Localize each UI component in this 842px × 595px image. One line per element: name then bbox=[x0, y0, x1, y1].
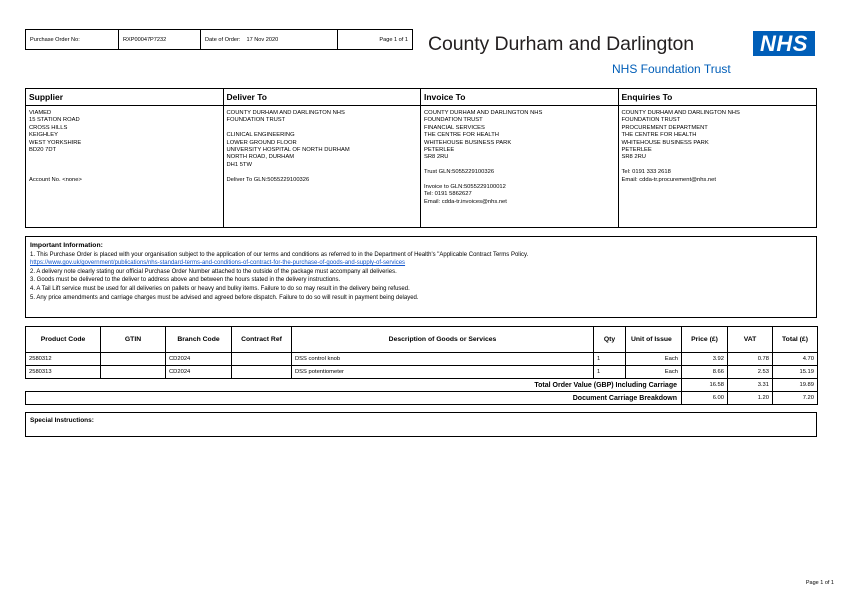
info-line: 5. Any price amendments and carriage charges must be advised and agreed before dispatch. Failure to do so will result in payment being delayed. bbox=[30, 294, 419, 301]
carriage-price: 6.00 bbox=[682, 392, 728, 405]
cell-description: DSS control knob bbox=[292, 353, 594, 366]
order-header-table bbox=[25, 29, 413, 50]
special-instructions-title: Special Instructions: bbox=[30, 417, 94, 424]
col-unit-of-issue: Unit of Issue bbox=[626, 327, 682, 353]
trust-gln: Trust GLN:5055229100326 bbox=[424, 169, 495, 176]
address-line: UNIVERSITY HOSPITAL OF NORTH DURHAM bbox=[226, 147, 350, 154]
address-line: PROCUREMENT DEPARTMENT bbox=[621, 124, 708, 131]
address-line: FOUNDATION TRUST bbox=[226, 117, 286, 124]
supplier-account-number: Account No. <none> bbox=[29, 176, 82, 183]
cell-contract-ref bbox=[232, 366, 292, 379]
address-line: 15 STATION ROAD bbox=[29, 117, 80, 124]
col-total: Total (£) bbox=[773, 327, 818, 353]
address-line: KEIGHLEY bbox=[29, 132, 58, 139]
supplier-title: Supplier bbox=[26, 89, 223, 106]
address-line: FOUNDATION TRUST bbox=[424, 117, 483, 124]
invoice-tel: Tel: 0191 5862627 bbox=[424, 191, 472, 198]
invoice-to-column bbox=[421, 89, 619, 227]
supplier-column bbox=[26, 89, 224, 227]
address-line: PETERLEE bbox=[621, 147, 652, 154]
trust-subtitle: NHS Foundation Trust bbox=[612, 62, 731, 76]
address-line: VIAMED bbox=[29, 110, 52, 116]
table-row bbox=[26, 353, 818, 366]
invoice-to-address bbox=[421, 106, 618, 210]
col-branch-code: Branch Code bbox=[166, 327, 232, 353]
important-information bbox=[25, 236, 817, 318]
address-line: COUNTY DURHAM AND DARLINGTON NHS bbox=[424, 110, 543, 116]
address-line: WHITEHOUSE BUSINESS PARK bbox=[424, 139, 512, 146]
invoice-email: Email: cdda-tr.invoices@nhs.net bbox=[424, 198, 507, 205]
address-line: SR8 2RU bbox=[621, 154, 646, 161]
deliver-to-address bbox=[224, 106, 421, 188]
address-line: WEST YORKSHIRE bbox=[29, 139, 82, 146]
cell-branch-code: CD2024 bbox=[166, 353, 232, 366]
cell-price: 3.92 bbox=[682, 353, 728, 366]
total-order-total: 19.89 bbox=[773, 379, 818, 392]
po-label-cell bbox=[26, 30, 119, 49]
carriage-total: 7.20 bbox=[773, 392, 818, 405]
col-contract-ref: Contract Ref bbox=[232, 327, 292, 353]
cell-unit: Each bbox=[626, 353, 682, 366]
order-date-cell bbox=[201, 30, 338, 49]
enquiries-email: Email: cdda-tr.procurement@nhs.net bbox=[621, 176, 716, 183]
cell-gtin bbox=[101, 366, 166, 379]
carriage-label: Document Carriage Breakdown bbox=[26, 392, 682, 405]
col-gtin: GTIN bbox=[101, 327, 166, 353]
nhs-trust-logo bbox=[428, 30, 818, 78]
terms-link[interactable]: https://www.gov.uk/government/publications/nhs-standard-terms-and-conditions-of-contract-for-the-purchase-of-goods-and-supply-of-services bbox=[30, 260, 406, 267]
address-line: CROSS HILLS bbox=[29, 124, 68, 131]
carriage-vat: 1.20 bbox=[728, 392, 773, 405]
col-price: Price (£) bbox=[682, 327, 728, 353]
invoice-gln: Invoice to GLN:5055229100012 bbox=[424, 184, 506, 191]
enquiries-to-title: Enquiries To bbox=[619, 89, 817, 106]
total-order-vat: 3.31 bbox=[728, 379, 773, 392]
cell-product-code: 2580313 bbox=[26, 366, 101, 379]
col-product-code: Product Code bbox=[26, 327, 101, 353]
table-row bbox=[26, 366, 818, 379]
cell-description: DSS potentiometer bbox=[292, 366, 594, 379]
address-line: THE CENTRE FOR HEALTH bbox=[424, 132, 499, 139]
cell-price: 8.66 bbox=[682, 366, 728, 379]
cell-qty: 1 bbox=[594, 353, 626, 366]
total-order-label: Total Order Value (GBP) Including Carriage bbox=[26, 379, 682, 392]
special-instructions bbox=[25, 412, 817, 437]
deliver-to-title: Deliver To bbox=[224, 89, 421, 106]
cell-gtin bbox=[101, 353, 166, 366]
address-line: BD20 7DT bbox=[29, 147, 57, 154]
cell-vat: 0.78 bbox=[728, 353, 773, 366]
order-date-value: 17 Nov 2020 bbox=[246, 36, 279, 43]
enquiries-to-column bbox=[619, 89, 817, 227]
important-info-title: Important Information: bbox=[30, 242, 103, 249]
info-line: 2. A delivery note clearly stating our official Purchase Order Number attached to the outside of the package must accompany all deliveries. bbox=[30, 268, 397, 275]
cell-unit: Each bbox=[626, 366, 682, 379]
info-line: 4. A Tail Lift service must be used for all deliveries on pallets or heavy and bulky items. Failure to do so may result in the delivery being refused. bbox=[30, 285, 410, 292]
enquiries-tel: Tel: 0191 333 2618 bbox=[621, 169, 671, 176]
cell-product-code: 2580312 bbox=[26, 353, 101, 366]
carriage-row bbox=[26, 392, 818, 405]
po-label: Purchase Order No: bbox=[30, 36, 80, 43]
address-line: LOWER GROUND FLOOR bbox=[226, 139, 297, 146]
address-line: WHITEHOUSE BUSINESS PARK bbox=[621, 139, 709, 146]
total-order-row bbox=[26, 379, 818, 392]
cell-total: 15.19 bbox=[773, 366, 818, 379]
supplier-address bbox=[26, 106, 223, 188]
address-block bbox=[25, 88, 817, 228]
info-line: 3. Goods must be delivered to the deliver to address above and between the hours stated in the delivery instructions. bbox=[30, 277, 341, 284]
info-line: 1. This Purchase Order is placed with your organisation subject to the application of our terms and conditions as referred to in the Department of Health's "Applicable Contract Terms Policy. bbox=[30, 251, 529, 258]
address-line: NORTH ROAD, DURHAM bbox=[226, 154, 295, 161]
order-date-label: Date of Order: bbox=[205, 36, 241, 43]
order-items-table bbox=[25, 326, 818, 405]
cell-contract-ref bbox=[232, 353, 292, 366]
address-line: DH1 5TW bbox=[226, 161, 252, 168]
footer-page-number: Page 1 of 1 bbox=[805, 580, 834, 586]
invoice-to-title: Invoice To bbox=[421, 89, 618, 106]
enquiries-to-address bbox=[619, 106, 817, 188]
page-number: Page 1 of 1 bbox=[379, 36, 408, 43]
address-line: COUNTY DURHAM AND DARLINGTON NHS bbox=[621, 110, 740, 116]
address-line: FOUNDATION TRUST bbox=[621, 117, 681, 124]
address-line: PETERLEE bbox=[424, 147, 455, 154]
deliver-to-gln: Deliver To GLN:5055229100326 bbox=[226, 176, 310, 183]
col-qty: Qty bbox=[594, 327, 626, 353]
col-vat: VAT bbox=[728, 327, 773, 353]
po-number-cell bbox=[119, 30, 201, 49]
col-description: Description of Goods or Services bbox=[292, 327, 594, 353]
po-number: RXP00047P7232 bbox=[123, 36, 167, 43]
page-number-cell bbox=[338, 30, 412, 49]
cell-vat: 2.53 bbox=[728, 366, 773, 379]
address-line: COUNTY DURHAM AND DARLINGTON NHS bbox=[226, 110, 345, 116]
trust-name: County Durham and Darlington bbox=[428, 33, 695, 55]
address-line: SR8 2RU bbox=[424, 154, 449, 161]
address-line: CLINICAL ENGINEERING bbox=[226, 132, 295, 139]
cell-qty: 1 bbox=[594, 366, 626, 379]
address-line: FINANCIAL SERVICES bbox=[424, 124, 485, 131]
cell-branch-code: CD2024 bbox=[166, 366, 232, 379]
deliver-to-column bbox=[224, 89, 422, 227]
nhs-badge: NHS bbox=[753, 31, 815, 56]
table-header-row bbox=[26, 327, 818, 353]
address-line: THE CENTRE FOR HEALTH bbox=[621, 132, 697, 139]
cell-total: 4.70 bbox=[773, 353, 818, 366]
total-order-price: 16.58 bbox=[682, 379, 728, 392]
